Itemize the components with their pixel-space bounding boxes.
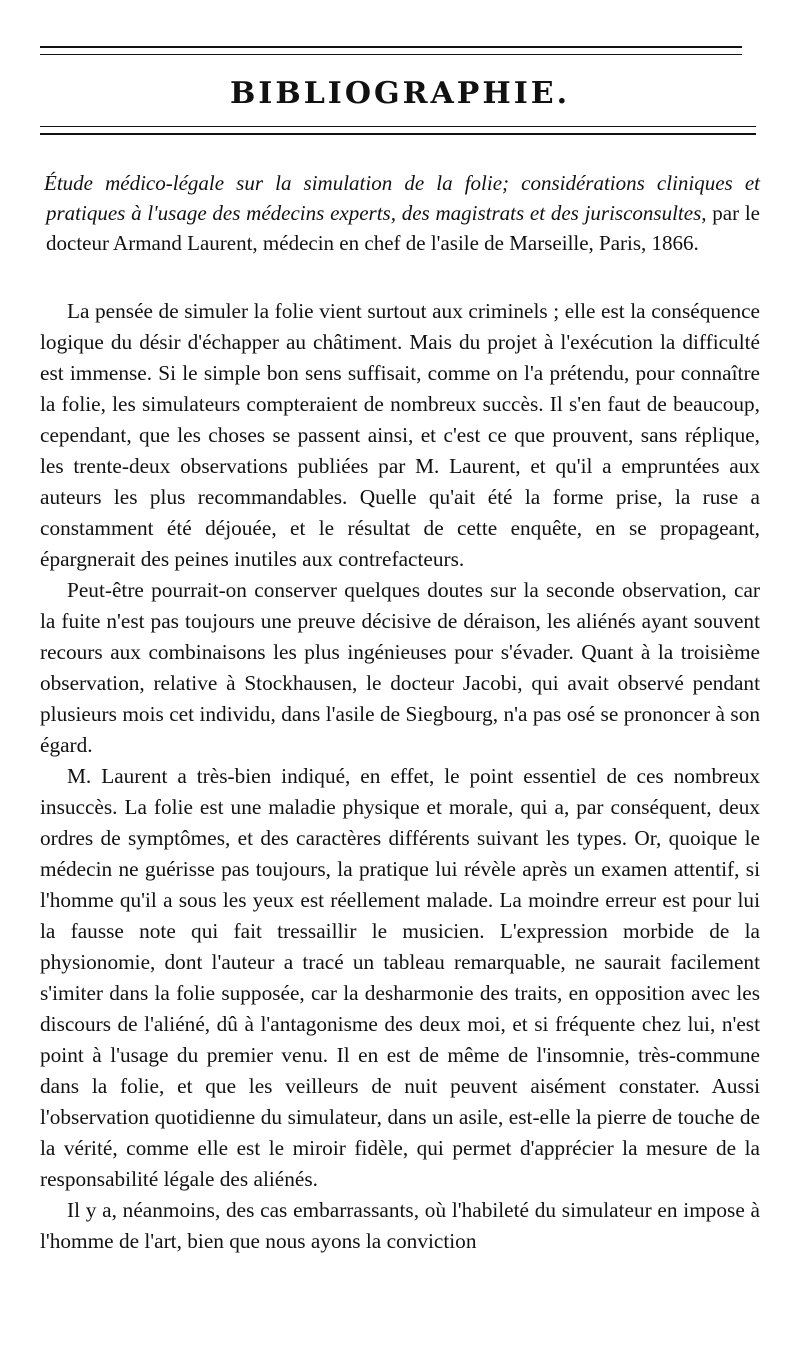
header-rule-top [40, 46, 742, 55]
article-title: Étude médico-légale sur la simulation de la folie; considérations cliniques et pratiques à l'usage des médecins experts, des magistrats et des jurisconsultes, [44, 171, 760, 225]
paragraph-4: Il y a, néanmoins, des cas embarrassants, où l'habileté du simulateur en impose à l'homme de l'art, bien que nous ayons la conviction [40, 1198, 760, 1253]
article-byline: par le docteur Armand Laurent, médecin en chef de l'asile de Marseille, Paris, 1866. [46, 201, 760, 255]
section-heading: BIBLIOGRAPHIE. [229, 76, 571, 111]
paragraph-3: M. Laurent a très-bien indiqué, en effet, le point essentiel de ces nombreux insuccès. La folie est une maladie physique et morale, qui a, par conséquent, deux ordres de symptômes, et des caractères différents suivant les types. Or, quoique le médecin ne guérisse pas toujours, la pratique lui révèle après un examen attentif, si l'homme qu'il a sous les yeux est réellement malade. La moindre erreur est pour lui la fausse note qui fait tressaillir le musicien. L'expression morbide de la physionomie, dont l'auteur a tracé un tableau remarquable, ne saurait facilement s'imiter dans la folie supposée, car la desharmonie des traits, en opposition avec les discours de l'aliéné, dû à l'antagonisme des deux moi, et si fréquente chez lui, n'est point à l'usage du premier venu. Il en est de même de l'insomnie, très-commune dans la folie, et que les veilleurs de nuit peuvent aisément constater. Aussi l'observation quotidienne du simulateur, dans un asile, est-elle la pierre de touche de la vérité, comme elle est le miroir fidèle, qui permet d'apprécier la mesure de la responsabilité légale des aliénés. [40, 764, 760, 1191]
paragraph-1: La pensée de simuler la folie vient surtout aux criminels ; elle est la conséquence logique du désir d'échapper au châtiment. Mais du projet à l'exécution la difficulté est immense. Si le simple bon sens suffisait, comme on l'a prétendu, pour connaître la folie, les simulateurs compteraient de nombreux succès. Il s'en faut de beaucoup, cependant, que les choses se passent ainsi, et c'est ce que prouvent, sans réplique, les trente-deux observations publiées par M. Laurent, et qu'il a empruntées aux auteurs les plus recommandables. Quelle qu'ait été la forme prise, la ruse a constamment été déjouée, et le résultat de cette enquête, en se propageant, épargnerait des peines inutiles aux contrefacteurs. [40, 299, 760, 571]
header-rule-bottom [40, 126, 756, 135]
article-reference [46, 168, 760, 258]
body-text [40, 296, 760, 1257]
paragraph-2: Peut-être pourrait-on conserver quelques doutes sur la seconde observation, car la fuite n'est pas toujours une preuve décisive de déraison, les aliénés ayant souvent recours aux combinaisons les plus ingénieuses pour s'évader. Quant à la troisième observation, relative à Stockhausen, le docteur Jacobi, qui avait observé pendant plusieurs mois cet individu, dans l'asile de Siegbourg, n'a pas osé se prononcer à son égard. [40, 578, 760, 757]
